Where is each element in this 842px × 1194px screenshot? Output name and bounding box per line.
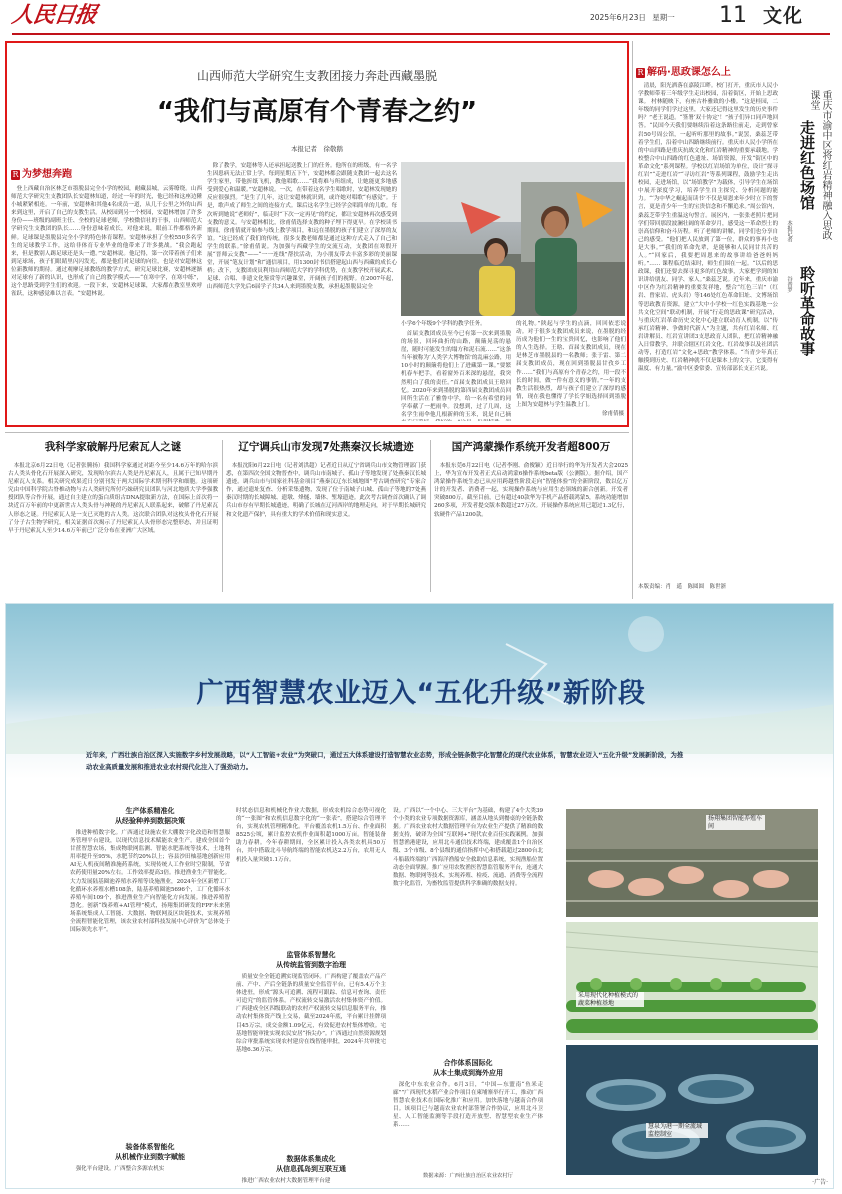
livestock-barn-photo-icon	[566, 809, 818, 917]
feature-h5b: 从本土集成到海外应用	[433, 1069, 503, 1077]
sidebar-body-top: 清晨，阳光洒落在嘉陵江畔。校门打开，重庆市人民小学教师带着三年级学生走出校园，沿着街区，开始上思政课。 村林随映下，有座古朴雅致的小楼。“这是桂园，二年级的同学们学过这里，大家还记得这里发生的历史事件吗？”老王说道。“签署‘双十协定’！”孩子们异口同声地回答。“民国今天我们要继续沿着这条路往前走，走到曾家岩50号周公馆，一起听听那里的故事。”说罢，桑蕊芝带着学生们，沿着中山四路继续前行。重庆市人民小学所在的中山四路是重庆抗战文化和红岩精神的重要承载地。学校整合中山四路的红色遗址、场馆资源，开发“街区中的革命文化”系列课程。学校以红岩场馆为单位，设计“探寻红岩”“走进红岩”“寻访红岩”等系列课程，鼓励学生走出校园，走进场馆，以“场馆教学”为载体，引导学生在场馆中展开深度学习，培养学生自主探究、分析问题的能力。“‘为中华之崛起而读书’不仅是周恩来年少时立下的誓言，更是青少年一生的宝贵信念和不懈追求。”周公馆内，桑蕊芝带学生重温这句誓言。展区内，一张张老照片把同学们带回那段波澜壮阔的革命岁月，感受这一革命烈士的崇高信仰和奋斗历程。听了老师的讲解，同学们也分享自己的感受。“他们把人民放到了第一位，群众的事再小也是大事。”“我们的革命先辈，是能够和人民同甘共苦的人。”“回家后，我要把周恩来的故事讲给爸爸妈妈听。”…… 课程临近结束时，师生们围在一起。“以后的思政课，我们还要去探寻更多的红色故事，大家把学到的知识讲给朋友、同学、家人。”桑蕊芝说。近年来，重庆市渝中区作为红岩精神的重要发祥地，整合“红色三岩”（红岩、曾家岩、虎头岩）等146处红色革命旧址、文博场馆等思政教育资源，建立“大中小学校一红色实践基地一公共文化空间”联动机制，开展“行走的思政课”研究活动，与重庆红岩革命历史文化中心建立联动育人机制，以“传承红岩精神、争做时代新人”为主题，共有红岩名师、红岩讲解员、红岩宣讲团3支思政育人团队，把红岩精神融入日常教学，并联合辖区红岩文化、红岩故事以及社团活动等，打造红岩“文化+思政”教学体系。“当青少年真正触摸到历史、红岩精神就不仅是课本上的文字，它变得有温度、有力量。”渝中区委常委、宣传部部长支正兴说。	[638, 83, 778, 373]
feature-h1: 生产体系精准化	[125, 807, 175, 815]
sidebar-vertical-title-2: 聆听革命故事	[798, 266, 816, 356]
sidebar-heading: R 解码·思政课怎么上	[637, 67, 731, 78]
lead-subhead: R 为梦想奔跑	[12, 169, 73, 180]
feature-h4b: 从信息孤岛到互联互通	[276, 1165, 346, 1173]
brief-2	[226, 440, 426, 592]
feature-h3: 监管体系智慧化	[286, 951, 336, 959]
feature-p2: 强化平台建设。广西整合多源农机实	[75, 1166, 165, 1172]
sidebar	[636, 60, 833, 596]
teacher-student-photo-icon	[401, 162, 625, 316]
feature-p5: 推进广西农业农村大数据管理平台建	[241, 1178, 331, 1184]
brief-1	[8, 440, 218, 592]
r-badge-icon: R	[637, 68, 644, 77]
issue-date: 2025年6月23日	[590, 13, 646, 22]
brief-title: 辽宁调兵山市发现7处燕秦汉长城遗迹	[238, 441, 414, 453]
lead-col2: 除了教学，安超林等人还承担起送教上门的任务。他所在的班级，有一名学生因患病无法正常上学。每到星期五下午，安超林都会跟随支教团一起去这名学生家里，带他折纸飞机，教他唱歌……“我将难与所组成，让她能更多地感受到爱心和温暖。”安超林说。一次，在带着这名学生唱歌时，安超林发现她的反应很强烈。“是生了几年，这让安超林就识到，或许她对唱歌“有感觉”。于是，歌声成了师生之间的连接方式。课后这名学生已经学会唱简单的儿歌。每次听到她说“老师好”，临走时“下次一定再见”的约定，都让安超林再次感受到支教的意义。与安超林相比，徐甫倩选择支教的种子埋下得更早。在学校读书期间，徐甫倩就开始参与线上教学项目，和远在墨脱的孩子们建立了深厚的友谊。“这已经成了我们的传统，很多支教老师都是通过这种方式走入了自己和学生的联系。”徐甫倩说。为加强与西藏学生的交流互动，支教团在寒假开展“晋师云支教”——“一一连线”帮扶活动，为小朋友带去丰富多彩的美丽课堂，开展“笔友计划”和“通信项目，用1300封书信搭建起山西与西藏的成长心桥；改下，支教团成员利用山西师范大学的学科优势，在支教学校开展武术、足球、合唱、非遗文化鉴赏等兴趣课堂，开阔孩子们的视野。在2007年起，山西师范大学先后6届学子共34人来到墨脱支教，承担起墨脱县完全	[207, 163, 397, 291]
feature-h3b: 从传统监管到数字治理	[276, 961, 346, 969]
brief-body: 本报北京6月22日电（记者张腾扬）我国科学家通过对距今至少14.6万年的哈尔滨古人类头骨化石开展深入研究，发现哈尔滨古人类是丹尼索瓦人，且属于已知早期丹尼索瓦人支系。相关研究成果近日分别刊发于两大国际学术期刊科学和细胞。这项研究由中国科学院古脊椎动物与古人类研究所付巧妹研究员团队与河北地质大学季强教授团队等合作开展，通过自主建立的蛋白质组古DNA提取新方法，在国际上首次将一块近百万年前的中更新世古人类头骨与神秘的丹尼索瓦人联系起来，破解了丹尼索瓦人形态之谜。丹尼索瓦人是一支已灭绝的古人类。这次联合团队对这枚头骨化石开展了分子古生物学研究，相关证据首次揭示了丹尼索瓦人头骨形态完整形态，并且证明早于丹尼索瓦人至少14.6万年前已广泛分布在亚洲广大区域。	[8, 463, 218, 534]
feature-photo-pig-barn	[566, 809, 818, 917]
greenhouse-vegetables-photo-icon	[566, 922, 818, 1040]
sidebar-vertical-title-1: 走进红色场馆	[798, 120, 816, 210]
brief-title: 国产鸿蒙操作系统开发者超800万	[451, 441, 611, 453]
feature-headline: 广西智慧农业迈入“五化升级”新阶段	[196, 678, 646, 709]
sidebar-byline-name: 谷普罗	[786, 276, 792, 293]
lead-col4: 的礼物。”陕起与学生的点滴，回回依恋说动。对于很多支教团成员来说，在墨脱的经历成为他们一生的宝贵回忆，也影响了他们的人生选择。王晗、首届支教团成员，现在是林芝市墨脱县的一名教师；张于雷、第二届支教团成员，现在回到墨脱县甘孜乡工作……“我们与高原有个青春之约，用一段不长的时间，做一件有意义的事情。”一年的支教生活很热烈，却与孩子们建立了深厚的感情，现在我也懂得了学长学姐选择回到墨脱	[516, 321, 626, 399]
feature-p1: 推进种植数字化。广西通过设施农业大棚数字化改造和智慧服务管理平台建设，以现代信息技术赋能农业生产。建成全国首个甘蔗智慧农场，集成物联网监测、智能水肥系统等技术，土地利用率提升至95%，水肥节约20%以上；容县沙田柚基地创新应用AI无人机夜间精准施药系统，实现传统人工作业时空限制，节省农药使用量20%左右。工作效率提高3倍。推进渔业生产智能化。大力发展陆基圈池养殖水养殖等设施渔业，2024年全区新增工厂化循环水养殖水槽108条，陆基养殖圈池5696个，工厂化循环水养殖车间109个，推进渔业生产向智能化方向发展。推进养殖智慧化。创新“线养殖+AI管理”模式，扬翔集团研发的FPF未来猪场系统集成人工智能、大数据、物联网及区块链技术，实现养殖全流程智能化管理，该农业农村部科技发展中心评价为“总体处于国际领先水平”。	[70, 830, 230, 934]
photo-caption: 慧泉为港一期全流域监控制室	[646, 1123, 708, 1138]
photo-caption: 采用现代化种植模式的蔬菜种植基地	[576, 992, 644, 1007]
page-number: 11	[719, 3, 747, 28]
lead-col3b: 首届支教团成员至今已有第一次来到墨脱的场景，回环曲折的山路，颠簸晃荡的悬崖，随时可能发生的塌方和泥石流……“这条当年被称为‘人类学大博物馆’的乱麻公路，用10小时的颠簸将他们上了进藏第一课。”要繁机春车把手，看着窗外百米深的悬崖，我突然明白了我的责任。”首届支教团成员王晗回忆。2020年来到墨脱的第四届支教团成员回回所生活在了雅鲁中学，给一名有希望的同学奉献了一把雨伞。没想到，过了几周，这名学生雨伞他几根新鲜的玉米，说是自己摘	[401, 331, 511, 418]
lead-photo-credit: 徐甫倩摄	[601, 411, 624, 417]
sidebar-vertical-subtitle: 重庆市渝中区将红岩精神融入思政课堂	[808, 90, 831, 240]
issue-weekday: 星期一	[652, 13, 675, 22]
lead-headline: “我们与高原有个青春之约”	[156, 97, 478, 127]
feature-h2b: 从机械作业到数字赋能	[115, 1153, 185, 1161]
feature-photo-control-room	[566, 1045, 818, 1175]
feature-section	[5, 603, 834, 1189]
sidebar-editor-note: 本版责编：肖 遥 陈圆圆 陈世浙	[638, 584, 727, 590]
feature-p4: 质量安全全链追溯实现监管闭环。广西构建了覆盖农产品产前、产中、产后全链条的质量安全监管平台，已有5.4万个主体进驻，形成“源头可追溯、流程可跟踪、信息可查询、责任可追究”的监管体系。产权流转交易激活农村集体资产价值。广西建成全区四级联动的农村产权流转交易信息服务平台，推动农村集体资产线上交易，截至2024年底，平台累计挂牌项目45万宗，成交金额1.09亿元，有效促进农村集体增收。宅基地智能审批实现农民安居“指尖办”。广西通过自然资源规划综合审批系统实现农村建房在线智能审批，2024年共审批宅基地6.36万宗。	[236, 974, 386, 1053]
feature-intro: 近年来，广西壮族自治区深入实施数字乡村发展战略，以“人工智能+农业”为突破口，通过五大体系建设打造智慧农业态势，形成全链条数字化智慧化的现代农业体系，智慧农业迈入“五化升级”发展新阶段，为推动农业高质量发展和推进农业农村现代化注入了强劲动力。	[86, 751, 684, 771]
lead-story	[5, 41, 629, 427]
brief-body: 本报东莞6月22日电（记者李刚、俞俊颖）近日举行的华为开发者大会2025上，华为宣布开发者正式启动鸿蒙6操作系统beta版（公测版）。据介绍，国产鸿蒙操作系统生态已从应用跨越性阶段走向“智能体验”的全新阶段，数以亿万计的开发者、消费者一起，实现操作系统与应用生态领域的新合创新。开发者突破800万。截至目前，已有超过40款华为手机产品搭载鸿蒙5，系统功能增加260多项，开发者提交版本数超过27万次。开展操作系统应用已超过1.3亿行，软硬件产品1200款。	[434, 463, 628, 518]
feature-h4: 数据体系集成化	[286, 1155, 336, 1163]
photo-caption: 扬翔集团智能养殖车间	[706, 815, 765, 830]
aquaculture-tanks-photo-icon	[566, 1045, 818, 1175]
brief-3	[434, 440, 628, 592]
feature-photo-greenhouse	[566, 922, 818, 1040]
feature-p3: 时状态信息和机械化作业大数据，形成农机综合态势可视化的“一张图”和农机信息数字化的“一张表”，搭建综合管理平台，实现农机管理精准化。平台覆盖农机1.5万台、作业面积8525公顷，累计监控农机作业面积超1000万亩。智能装备助力春耕。今年春耕期间，全区累计投入各类农机具50万台，其中搭载北斗导航终端的智能农机达2.2万台，农用无人机投入量突破1.1万台。	[236, 808, 386, 863]
sidebar-byline-label: 本报记者	[786, 220, 792, 242]
feature-credit: 数据来源：广西壮族自治区农业农村厅	[422, 1173, 514, 1179]
section-name: 文化	[763, 5, 804, 27]
ad-label: ·广告·	[812, 1179, 828, 1186]
lead-photo	[401, 162, 625, 316]
lead-col3: 小学6个年级9个学科的教学任务。	[401, 321, 486, 327]
feature-h5: 合作体系国际化	[443, 1059, 493, 1067]
lead-col1: 登上西藏自治区林芝市墨脱县完全小学的校园，耐藏县城，云雾缭绕。山西师范大学研究生支教团队长安超林知道，经过一年的时光，他已经和这座边陲小城紧紧相连。一年前，安超林和其他4名成员一道，从几千公里之外的山西来到这里，开启了自己的支教生活。从校园到另一个校园，安超林增加了许多身份——班级的副班主任、全校的足球老师，学校微信社的干事，山西师范大学研究生支教团的队长……身份意味着成长，对他来说，眼前工作都格外新鲜。足球课是墨脱县完全小学的特色体育课程。安超林承担了全校550多名学生的足球教学工作，这给非体育专业毕业的他带来了许多挑战。“我会跑起来，但是教别人踢足球还是头一遭。”安超林说。他记得，第一次带着孩子们来到足球场，孩子们眼睛里闪闪发光，都是他们对足球的向往，也是对安超林这位新教师的期待。通过观摩足球教练的教学方式，研究足球比赛，安超林逐渐对足球有了新的认识，也形成了自己的教学模式——“在寒中学，在寒中练”，这个思路受到学生们的欢迎。一段下来，安超林足球课，大家都在教室里欢呼雀跃，这种感觉难以言表。“安超林说。	[11, 186, 202, 298]
newspaper-logo: 人民日报	[10, 2, 98, 28]
r-badge-icon: R	[12, 170, 19, 179]
feature-h1b: 从经验种养到数据决策	[115, 817, 185, 825]
lead-kicker: 山西师范大学研究生支教团接力奔赴西藏墨脱	[196, 69, 437, 83]
brief-body: 本报沈阳6月22日电（记者刘洪超）记者近日从辽宁省调兵山市文物管理部门获悉，在第四次全国文物普查中，调兵山市南城子、孤山子等地发现了处燕秦汉长城遗迹。调兵山市与国家社科基金项目“燕秦汉辽东长城地图”考古调查研究“专家合作，通过遗址复查、分析采集遗物，发现了位于南城子山城、孤山子等地的7处燕秦汉时期的长城障城、遗墩、烽燧、墙体、堑壕遗迹。此次考古调查首次确认了调兵山市存有早期长城遗迹，明确了长城在辽河西岸的地理走向，对于早期长城研究和文化遗产保护，具有重大的学术价值和现实意义。	[226, 463, 426, 518]
feature-h2: 装备体系智能化	[125, 1143, 175, 1151]
lead-photo-note: 上图为安超林与学生温教上门。	[516, 402, 594, 408]
brief-title: 我科学家破解丹尼索瓦人之谜	[44, 441, 182, 453]
feature-p7: 深化中东农业合作。6月3日，“中国—东盟南“鱼米走廊””广西现代水稻产业合作项目在柬埔寨举行开工，推动广西智慧农业技术在国际化推广和应用。加快落地与越南合作项目。该项目已与越南农业农村部签署合作协议，应用北斗卫星、人工智能监测等手段打造开放型、智慧型农业生产体系……	[393, 1082, 543, 1129]
feature-p6: 设。广西以“一个中心、三大平台”为基础，构建了4个大类39个小类的农业专项数据资源库，涵盖从地头到餐桌的全链条数据。广西农业农村大数据管理平台为农业生产提供了精准的数据支持，破译为全国“互联网+”现代农业百佳实践案例。加强智慧渔港建设，应用北斗通信技术终端，建成覆盖1个自治区级、3个市级、8个县级的通信指挥中心和搭载超过2800台北斗船载终端的广西海洋渔船安全救助信息系统，实现渔船位置动态全面掌握。推广应用农牧渔医智慧监管服务平台，连通大数据、物联网等技术，实现养殖、检疫、流通、消费等全流程数字化监管，为畜牧监管提供科学准确的数据支持。	[393, 808, 543, 887]
masthead	[0, 0, 842, 34]
lead-byline: 本报记者 徐敬鹅	[291, 145, 343, 153]
